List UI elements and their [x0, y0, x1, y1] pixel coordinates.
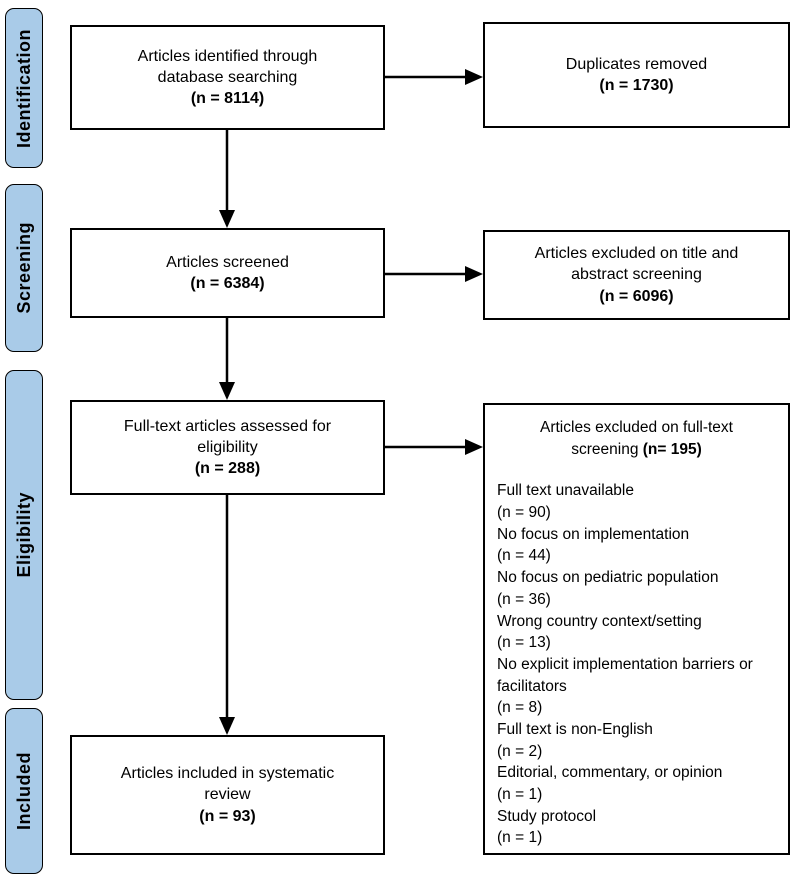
arrow-identified-to-duplicates — [385, 69, 483, 85]
box-text-line — [497, 439, 776, 461]
exclusion-reason: Study protocol — [497, 807, 597, 825]
box-count: (n = 93) — [199, 807, 256, 825]
exclusion-list — [497, 480, 776, 849]
box-articles-identified — [70, 25, 385, 130]
box-text-line: Articles included in systematic — [120, 765, 335, 783]
stage-label-text: Screening — [13, 222, 34, 314]
box-count: (n = 6384) — [190, 275, 265, 292]
exclusion-count: (n = 2) — [497, 742, 543, 760]
exclusion-reason: Editorial, commentary, or opinion — [497, 764, 723, 782]
arrow-identified-to-screened — [219, 130, 235, 228]
box-articles-included — [70, 735, 385, 855]
box-text-line: Articles excluded on title and — [534, 245, 739, 263]
stage-label-eligibility — [5, 370, 43, 700]
box-text-line: Full-text articles assessed for — [123, 417, 332, 435]
exclusion-header — [497, 417, 776, 460]
box-text-line: review — [204, 786, 251, 804]
box-fulltext-assessed — [70, 400, 385, 495]
exclusion-count: (n = 44) — [497, 547, 551, 565]
stage-label-included — [5, 708, 43, 874]
exclusion-item — [497, 806, 776, 849]
exclusion-item — [497, 762, 776, 805]
box-text-line: database searching — [157, 68, 298, 86]
exclusion-item — [497, 524, 776, 567]
stage-label-text: Included — [13, 751, 34, 830]
exclusion-count: (n = 8) — [497, 699, 543, 717]
arrow-screened-to-fulltext — [219, 318, 235, 400]
box-text-line: Duplicates removed — [565, 55, 708, 73]
box-text-line: abstract screening — [571, 266, 702, 284]
exclusion-item — [497, 567, 776, 610]
exclusion-count: (n = 13) — [497, 634, 551, 652]
exclusion-reason: Wrong country context/setting — [497, 612, 702, 630]
exclusion-count: (n = 1) — [497, 786, 543, 803]
box-duplicates-removed — [483, 22, 790, 128]
box-text-line: Articles excluded on full-text — [540, 419, 733, 436]
exclusion-count: (n = 90) — [497, 504, 551, 522]
box-text-line: Articles screened — [166, 253, 289, 271]
exclusion-count: (n = 1) — [497, 829, 543, 847]
box-text-line: Articles identified through — [137, 47, 318, 65]
arrow-fulltext-to-included — [219, 495, 235, 735]
exclusion-reason: No focus on implementation — [497, 525, 690, 543]
stage-label-text: Eligibility — [13, 492, 34, 578]
exclusion-item — [497, 719, 776, 762]
exclusion-item — [497, 654, 776, 719]
box-count: (n = 8114) — [190, 90, 265, 108]
stage-label-identification — [5, 8, 43, 168]
box-count: (n = 1730) — [599, 77, 674, 94]
arrow-fulltext-to-excluded — [385, 439, 483, 455]
exclusion-item — [497, 611, 776, 654]
exclusion-reason: Full text unavailable — [497, 482, 634, 500]
box-title-abstract-excluded — [483, 230, 790, 320]
exclusion-count: (n = 36) — [497, 590, 551, 608]
box-count: (n = 6096) — [599, 287, 674, 305]
exclusion-header-count: (n= 195) — [642, 440, 702, 458]
box-fulltext-excluded — [483, 403, 790, 855]
arrow-screened-to-title-excluded — [385, 266, 483, 282]
box-count: (n = 288) — [194, 460, 261, 478]
stage-label-screening — [5, 184, 43, 352]
box-text-line: eligibility — [197, 438, 258, 456]
exclusion-reason: No focus on pediatric population — [497, 569, 719, 587]
stage-label-text: Identification — [13, 28, 34, 148]
exclusion-reason: Full text is non-English — [497, 720, 653, 738]
exclusion-reason: No explicit implementation barriers or facilitators — [497, 655, 753, 695]
exclusion-item — [497, 480, 776, 523]
box-articles-screened — [70, 228, 385, 318]
exclusion-header-plain: screening — [571, 440, 643, 458]
